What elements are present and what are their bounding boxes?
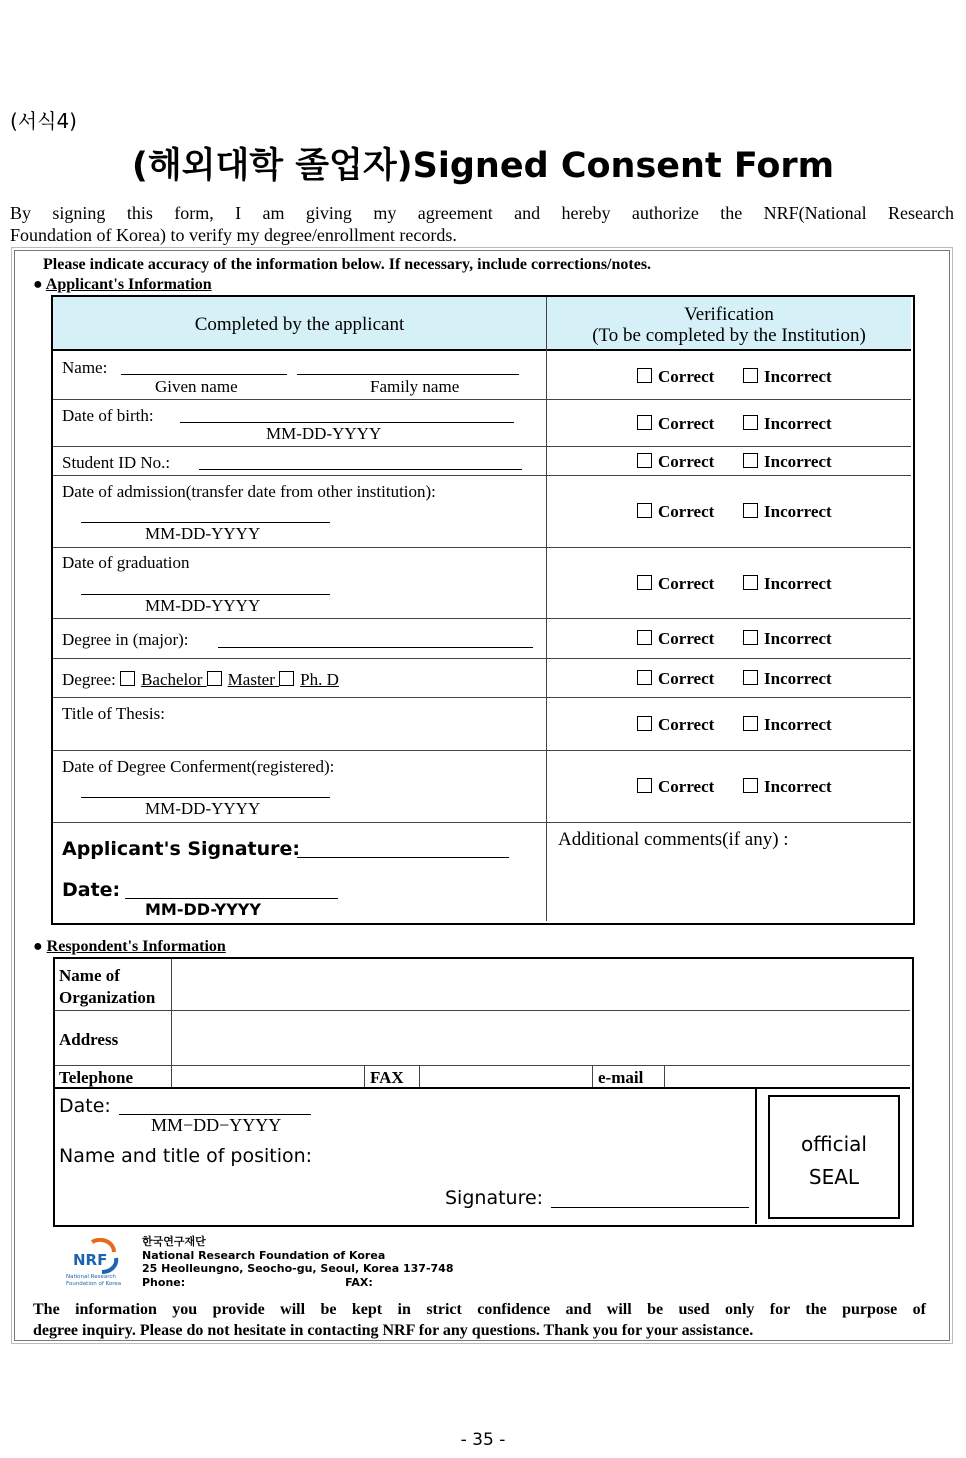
applicant-signature-label: Applicant's Signature:: [62, 838, 300, 860]
graduation-incorrect-checkbox[interactable]: Incorrect: [743, 574, 832, 594]
student-id-incorrect-checkbox[interactable]: Incorrect: [743, 452, 832, 472]
nrf-logo-sub2: Foundation of Korea: [66, 1281, 122, 1287]
conferment-format: MM-DD-YYYY: [145, 799, 261, 818]
major-correct-checkbox[interactable]: Correct: [637, 629, 714, 649]
applicant-section-label: Applicant's Information: [45, 276, 212, 293]
label-degree-in: Degree in (major):: [62, 630, 189, 649]
phd-checkbox[interactable]: [279, 671, 294, 686]
header-verification-subtitle: (To be completed by the Institution): [592, 325, 866, 346]
official-seal-line1: official: [801, 1132, 867, 1156]
dob-field[interactable]: [180, 422, 514, 423]
header-verification-title: Verification: [684, 304, 774, 325]
fax-field[interactable]: [420, 1066, 592, 1087]
nrf-contact: [142, 1235, 454, 1289]
conferment-correct-checkbox[interactable]: Correct: [637, 777, 714, 797]
respondent-date-label: Date:: [59, 1095, 111, 1117]
label-degree: Degree:: [62, 670, 116, 689]
official-seal-line2: SEAL: [808, 1165, 860, 1189]
dob-format: MM-DD-YYYY: [266, 424, 382, 443]
graduation-date-field[interactable]: [81, 594, 330, 595]
header-verification: [547, 304, 911, 346]
student-id-field[interactable]: [199, 469, 522, 470]
label-organization-line2: Organization: [59, 988, 156, 1007]
major-field[interactable]: [218, 647, 533, 648]
admission-format: MM-DD-YYYY: [145, 524, 261, 543]
graduation-format: MM-DD-YYYY: [145, 596, 261, 615]
label-given-name: Given name: [155, 377, 238, 396]
nrf-logo-text: NRF: [73, 1251, 108, 1269]
footer-line-1: The information you provide will be kept in strict confidence and will be used only for the purpose of: [33, 1301, 926, 1318]
organization-field[interactable]: [172, 959, 910, 1010]
label-phd: Ph. D: [300, 670, 339, 689]
intro-line-2: Foundation of Korea) to verify my degree/enrollment records.: [10, 225, 457, 245]
label-thesis: Title of Thesis:: [62, 704, 165, 723]
label-email: e-mail: [598, 1068, 644, 1087]
admission-date-field[interactable]: [81, 522, 330, 523]
nrf-logo-icon: [62, 1238, 134, 1290]
footer-line-2: degree inquiry. Please do not hesitate in contacting NRF for any questions. Thank you for your assistance.: [33, 1322, 754, 1339]
applicant-signature-field[interactable]: [297, 857, 509, 858]
respondent-section-label: Respondent's Information: [46, 938, 226, 955]
label-conferment: Date of Degree Conferment(registered):: [62, 757, 335, 776]
respondent-date-format: MM−DD−YYYY: [151, 1115, 282, 1135]
label-telephone: Telephone: [59, 1068, 134, 1087]
respondent-signature-label: Signature:: [445, 1187, 544, 1209]
label-fax: FAX: [370, 1068, 404, 1087]
instruction-text: Please indicate accuracy of the information below. If necessary, include corrections/notes.: [43, 256, 652, 273]
degree-options: [62, 670, 339, 690]
dob-correct-checkbox[interactable]: Correct: [637, 414, 714, 434]
degree-choices: [120, 670, 339, 689]
family-name-field[interactable]: [297, 374, 519, 375]
additional-comments-label: Additional comments(if any) :: [558, 829, 789, 850]
label-student-id: Student ID No.:: [62, 453, 171, 472]
form-code: (서식4): [10, 109, 77, 133]
nrf-fax: FAX:: [345, 1275, 373, 1289]
signature-date-label: Date:: [62, 879, 121, 901]
label-bachelor: Bachelor: [141, 670, 203, 689]
given-name-field[interactable]: [121, 374, 287, 375]
master-checkbox[interactable]: [207, 671, 222, 686]
email-field[interactable]: [665, 1066, 910, 1087]
nrf-name: National Research Foundation of Korea: [142, 1248, 386, 1262]
bachelor-checkbox[interactable]: [120, 671, 135, 686]
nrf-phone: Phone:: [142, 1275, 186, 1289]
nrf-korean-name: 한국연구재단: [142, 1235, 206, 1248]
nrf-logo: [62, 1238, 134, 1290]
student-id-correct-checkbox[interactable]: Correct: [637, 452, 714, 472]
label-admission: Date of admission(transfer date from other institution):: [62, 482, 436, 501]
label-address: Address: [59, 1030, 119, 1049]
respondent-section-heading: [33, 938, 226, 956]
position-label: Name and title of position:: [59, 1145, 313, 1167]
label-name: Name:: [62, 358, 108, 377]
bullet-icon: ●: [33, 938, 43, 955]
label-organization-line1: Name of: [59, 966, 120, 985]
degree-incorrect-checkbox[interactable]: Incorrect: [743, 669, 832, 689]
intro-line-1: By signing this form, I am giving my agreement and hereby authorize the NRF(National Research: [10, 203, 954, 223]
bullet-icon: ●: [33, 276, 43, 293]
nrf-phone-fax: [142, 1276, 454, 1290]
official-seal-text: [768, 1128, 900, 1194]
label-organization: [59, 965, 155, 1009]
label-dob: Date of birth:: [62, 406, 154, 425]
nrf-address: 25 Heolleungno, Seocho-gu, Seoul, Korea 137-748: [142, 1262, 454, 1275]
page-number: - 35 -: [460, 1430, 506, 1450]
admission-incorrect-checkbox[interactable]: Incorrect: [743, 502, 832, 522]
name-incorrect-checkbox[interactable]: Incorrect: [743, 367, 832, 387]
admission-correct-checkbox[interactable]: Correct: [637, 502, 714, 522]
nrf-logo-sub1: National Research: [66, 1274, 116, 1280]
form-title: (해외대학 졸업자)Signed Consent Form: [131, 146, 835, 186]
major-incorrect-checkbox[interactable]: Incorrect: [743, 629, 832, 649]
thesis-incorrect-checkbox[interactable]: Incorrect: [743, 715, 832, 735]
label-master: Master: [227, 670, 275, 689]
conferment-date-field[interactable]: [81, 797, 330, 798]
header-applicant: Completed by the applicant: [194, 314, 405, 335]
label-graduation: Date of graduation: [62, 553, 190, 572]
dob-incorrect-checkbox[interactable]: Incorrect: [743, 414, 832, 434]
signature-date-field[interactable]: [125, 898, 338, 899]
telephone-field[interactable]: [172, 1066, 364, 1087]
signature-date-format: MM-DD-YYYY: [145, 900, 261, 919]
address-field[interactable]: [172, 1011, 910, 1065]
degree-correct-checkbox[interactable]: Correct: [637, 669, 714, 689]
thesis-correct-checkbox[interactable]: Correct: [637, 715, 714, 735]
conferment-incorrect-checkbox[interactable]: Incorrect: [743, 777, 832, 797]
respondent-signature-field[interactable]: [551, 1207, 749, 1208]
graduation-correct-checkbox[interactable]: Correct: [637, 574, 714, 594]
applicant-section-heading: [33, 276, 212, 294]
label-family-name: Family name: [370, 377, 460, 396]
name-correct-checkbox[interactable]: Correct: [637, 367, 714, 387]
